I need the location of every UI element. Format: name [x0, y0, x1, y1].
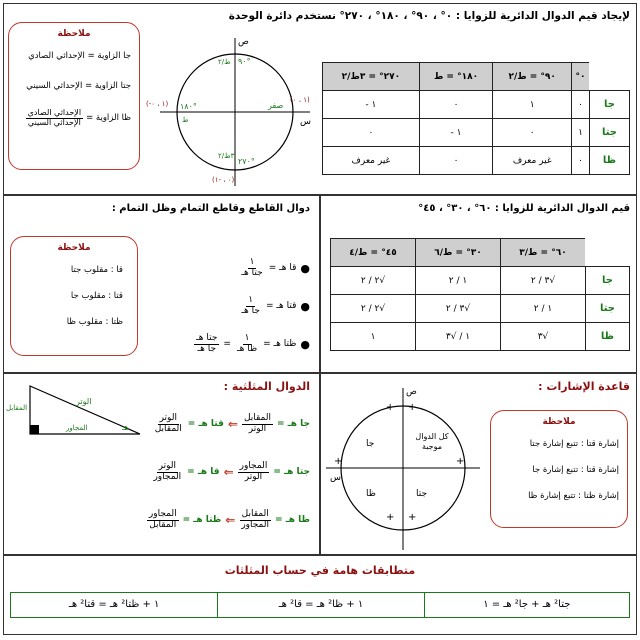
note-fraction-den: الإحداثي السيني [27, 117, 81, 127]
table-cell: √٢ / ٢ [331, 267, 416, 295]
mid-left-title: دوال القاطع وقاطع التمام وظل التمام : [111, 203, 310, 214]
frac-den: جا هـ [241, 305, 260, 316]
table-cell: ١ [331, 323, 416, 351]
point-right-label: (١ ، ٠) [290, 96, 310, 104]
row-label: جا [586, 267, 630, 295]
table-header: ٦٠° = ط/٣ [501, 239, 586, 267]
identities-row [10, 592, 630, 618]
table-cell: ١ / ٢ [501, 295, 586, 323]
frac-den: المجاور [241, 519, 270, 530]
table-header [590, 63, 630, 91]
note-heading: ملاحظة [57, 29, 91, 39]
table-cell: ٠ [493, 119, 572, 147]
trig-functions-title: الدوال المثلثية : [223, 380, 310, 393]
table-cell: ٠ [323, 119, 420, 147]
table-header: ٠° [572, 63, 590, 91]
table-cell: ١ / ٢ [416, 267, 501, 295]
table-cell: √٣ / ٢ [501, 267, 586, 295]
table-cell: ١ - [419, 119, 492, 147]
label-pi-half: ط/٢ [218, 58, 231, 66]
table-cell: ١ [572, 119, 590, 147]
frac-den: الوتر [248, 423, 267, 434]
frac-num: المقابل [241, 509, 269, 519]
table-cell: ٠ [572, 91, 590, 119]
formula-sec [239, 258, 310, 279]
note-signs [490, 410, 628, 528]
identity-cot-csc: ١ + ظتا² هـ = قتا² هـ [68, 599, 160, 610]
note-line: قتا : مقلوب جا [70, 291, 123, 301]
note-fraction-num: الإحداثي الصادي [27, 108, 82, 117]
table-header: ٢٧٠° = ٣ط/٢ [323, 63, 420, 91]
label-270: ٢٧٠° [238, 157, 255, 166]
note-heading: ملاحظة [57, 243, 91, 253]
bullet-icon: ● [300, 299, 310, 313]
label-180: ١٨٠° [180, 102, 197, 111]
quadrant-1-label: كل الدوال موجبة [415, 432, 449, 451]
plus-sign: + [456, 456, 465, 467]
formula-cot [194, 334, 310, 355]
special-angles-table [330, 238, 630, 351]
ratio-lhs: ظا هـ = [275, 515, 310, 526]
y-axis-label: ص [406, 387, 417, 397]
note-line: إشارة قتا : تتبع إشارة جتا [529, 439, 619, 449]
point-bottom: (٠ ، -١) [212, 176, 235, 184]
angle-label: هـ [122, 423, 129, 432]
arrow-icon: ⇐ [227, 417, 238, 432]
top-title: لإيجاد قيم الدوال الدائرية للزوايا : ٠° ، ٩٠° ، ١٨٠° ، ٢٧٠° نستخدم دائرة الوحدة [228, 10, 630, 22]
bullet-icon: ● [300, 337, 310, 351]
ratio-row-cos [151, 462, 310, 483]
ratio-lhs: جتا هـ = [273, 467, 310, 478]
table-header: ٤٥° = ط/٤ [331, 239, 416, 267]
frac-den: جا هـ [197, 343, 217, 354]
formula-csc [239, 296, 310, 317]
row-label: جتا [590, 119, 630, 147]
ratio-lhs: قا هـ = [187, 467, 220, 478]
frac-den: ظا هـ [236, 343, 258, 354]
frac-den: جتا هـ [241, 267, 263, 278]
table-cell: √٣ / ٢ [416, 295, 501, 323]
quadrant-2-label: جا [366, 439, 375, 449]
mid-right-title: قيم الدوال الدائرية للزوايا : ٦٠° ، ٣٠° ، ٤٥° [418, 203, 630, 214]
table-header: ٣٠° = ط/٦ [416, 239, 501, 267]
note-line: ظتا : مقلوب ظا [66, 317, 123, 327]
frac-num: المجاور [239, 461, 268, 471]
plus-sign: + [386, 512, 395, 523]
signs-circle [318, 380, 488, 555]
table-header: ٩٠° = ط/٢ [493, 63, 572, 91]
ratio-lhs: قتا هـ = [187, 419, 224, 430]
opposite-label: المقابل [6, 404, 28, 412]
table-cell: ١ / √٣ [416, 323, 501, 351]
unit-circle [146, 30, 320, 190]
note-line: جا الزاوية = الإحداثي الصادي [28, 51, 131, 61]
table-cell: ١ [493, 91, 572, 119]
frac-num: الوتر [159, 413, 177, 423]
note-heading: ملاحظة [542, 417, 576, 427]
frac-den: الوتر [244, 471, 263, 482]
bullet-icon: ● [300, 261, 310, 275]
ratio-lhs: ظتا هـ = [182, 515, 222, 526]
right-triangle [6, 380, 146, 440]
table-cell: غير معرف [323, 147, 420, 175]
zero-ninety-table [322, 62, 630, 175]
arrow-icon: ⇐ [225, 513, 236, 528]
note-reciprocal [10, 236, 138, 356]
frac-den: المجاور [153, 471, 182, 482]
note-line: قا : مقلوب جتا [70, 265, 123, 275]
note-line: ظا الزاوية = [86, 113, 131, 124]
table-cell: ٠ [419, 91, 492, 119]
table-cell: ٠ [419, 147, 492, 175]
ratio-lhs: جا هـ = [277, 419, 310, 430]
row-label: ظا [590, 147, 630, 175]
identity-pythagorean: جتا² هـ + جا² هـ = ١ [424, 593, 629, 617]
label-zero: صفر [268, 101, 284, 110]
formula-lhs: قا هـ = [268, 263, 297, 274]
hypotenuse-label: الوتر [76, 397, 92, 406]
frac-num: الوتر [158, 461, 176, 471]
signs-title: قاعدة الإشارات : [538, 380, 630, 393]
table-cell: ١ - [323, 91, 420, 119]
x-axis-label: س [330, 473, 341, 483]
plus-sign: + [408, 402, 417, 413]
table-header [586, 239, 630, 267]
formula-lhs: قتا هـ = [265, 301, 297, 312]
frac-num: المقابل [243, 413, 271, 423]
y-axis-label: ص [238, 37, 249, 47]
plus-sign: + [408, 512, 417, 523]
table-cell: ٠ [572, 147, 590, 175]
frac-num: ١ [249, 257, 255, 267]
frac-den: المقابل [154, 423, 182, 434]
row-label: جا [590, 91, 630, 119]
table-cell: √٢ / ٢ [331, 295, 416, 323]
note-line: إشارة قتا : تتبع إشارة جا [532, 465, 619, 475]
row-label: جتا [586, 295, 630, 323]
ratio-row-tan [147, 510, 310, 531]
table-cell: غير معرف [493, 147, 572, 175]
identity-tan-sec: ١ + ظا² هـ = قا² هـ [217, 593, 423, 617]
point-left: (-١ ، ٠) [146, 100, 169, 108]
note-line: إشارة ظتا : تتبع إشارة ظا [528, 491, 619, 501]
note-line: جتا الزاوية = الإحداثي السيني [26, 81, 131, 91]
plus-sign: + [386, 402, 395, 413]
quadrant-3-label: ظا [366, 489, 376, 499]
note-unit-circle [8, 22, 140, 170]
label-pi: ط [182, 116, 189, 124]
frac-den: المقابل [149, 519, 177, 530]
label-90: ٩٠° [238, 57, 251, 66]
arrow-icon: ⇐ [223, 465, 234, 480]
row-label: ظا [586, 323, 630, 351]
label-3pi-half: ٣ط/٢ [218, 152, 235, 160]
table-cell: √٣ [501, 323, 586, 351]
frac-num: المجاور [148, 509, 177, 519]
formula-lhs: ظتا هـ = [263, 339, 297, 350]
identities-title: متطابقات هامة في حساب المثلثات [224, 564, 416, 577]
frac-num: ١ [248, 295, 254, 305]
equals-sign: = [223, 339, 231, 350]
frac-num: ١ [244, 333, 250, 343]
plus-sign: + [334, 456, 343, 467]
frac-num: جتا هـ [196, 333, 218, 343]
x-axis-label: س [300, 117, 311, 127]
table-header: ١٨٠° = ط [419, 63, 492, 91]
ratio-row-sin [153, 414, 310, 435]
adjacent-label: المجاور [66, 424, 88, 432]
quadrant-4-label: جتا [416, 489, 428, 499]
